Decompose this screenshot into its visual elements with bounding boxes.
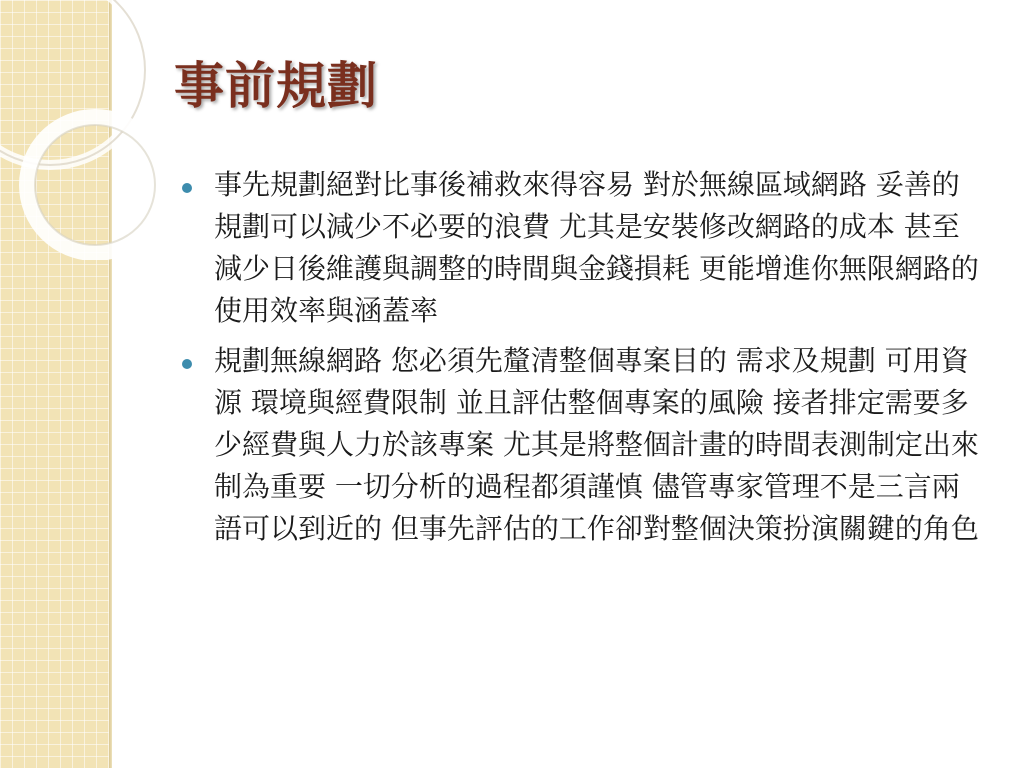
bullet-item [180,340,986,550]
bullet-text: 事先規劃絕對比事後補救來得容易 對於無線區域網路 妥善的規劃可以減少不必要的浪費 尤其是安裝修改網路的成本 甚至減少日後維護與調整的時間與金錢損耗 更能增進你無限網路的使用效率與涵蓋率 [214,168,979,327]
bullet-text: 規劃無線網路 您必須先釐清整個專案目的 需求及規劃 可用資源 環境與經費限制 並且評估整個專案的風險 接者排定需要多少經費與人力於該專案 尤其是將整個計畫的時間表測制定出來 制為重要 一切分析的過程都須謹慎 儘管專家管理不是三言兩語可以到近的 但事先評估的工作卻對整個決策扮演關鍵的角色 [214,344,979,545]
bullet-list [180,164,986,558]
bullet-dot-icon [182,359,192,369]
bullet-item [180,164,986,332]
bullet-dot-icon [182,183,192,193]
decorative-rings-icon [0,0,180,260]
slide-title: 事前規劃 [174,57,378,115]
